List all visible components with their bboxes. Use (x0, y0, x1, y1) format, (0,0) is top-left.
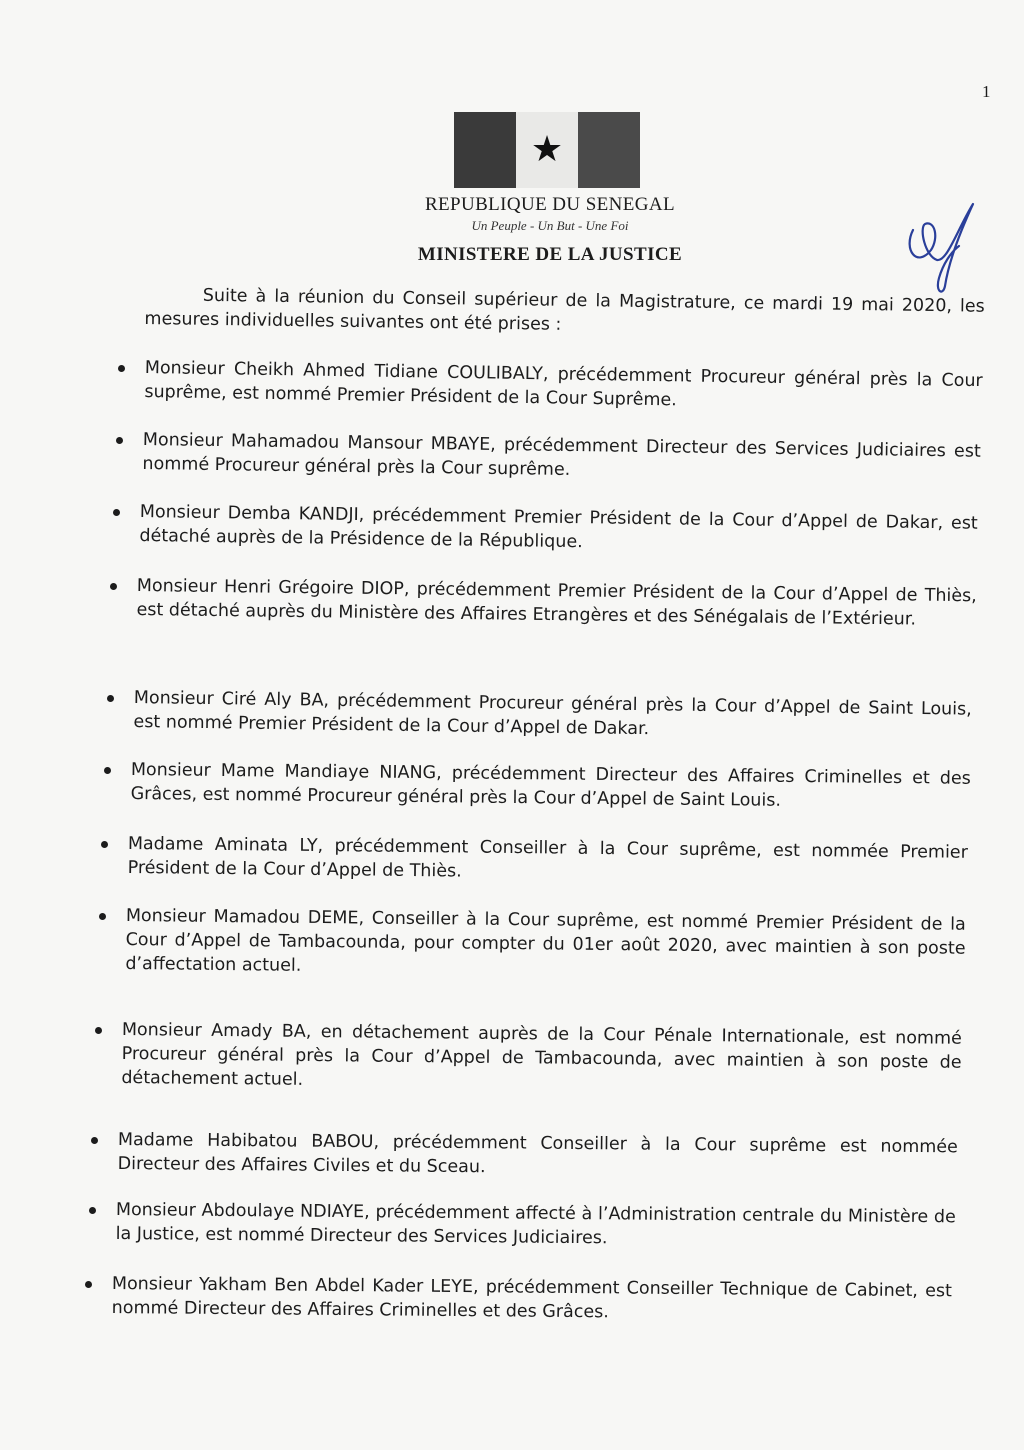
measure-item: Madame Aminata LY, précédemment Conseiller à la Cour suprême, est nommée Premier Président de la Cour d’Appel de Thiès. (127, 833, 968, 882)
bullet-icon (85, 1281, 92, 1288)
bullet-icon (101, 841, 108, 848)
flag-band-middle (516, 112, 578, 188)
measure-item: Monsieur Mamadou DEME, Conseiller à la Cour suprême, est nommé Premier Président de la Cour d’Appel de Tambacounda, pour compter du 01er août 2020, avec maintien à son poste d’affectation actuel. (125, 905, 966, 976)
bullet-icon (99, 913, 106, 920)
bullet-icon (118, 365, 125, 372)
measure-item: Monsieur Mame Mandiaye NIANG, précédemment Directeur des Affaires Criminelles et des Grâces, est nommé Procureur général près la Cour d’Appel de Saint Louis. (130, 759, 971, 811)
bullet-icon (89, 1207, 96, 1214)
measure-item: Monsieur Ciré Aly BA, précédemment Procureur général près la Cour d’Appel de Saint Louis, est nommé Premier Président de la Cour d’Appel de Dakar. (133, 687, 972, 740)
bullet-icon (104, 767, 111, 774)
measure-item: Monsieur Demba KANDJI, précédemment Premier Président de la Cour d’Appel de Dakar, est détaché auprès de la Présidence de la République. (139, 501, 978, 553)
measure-item: Monsieur Mahamadou Mansour MBAYE, précédemment Directeur des Services Judiciaires est nommé Procureur général près la Cour suprême. (142, 429, 981, 480)
bullet-icon (110, 583, 117, 590)
measure-item: Monsieur Henri Grégoire DIOP, précédemment Premier Président de la Cour d’Appel de Thiès, est détaché auprès du Ministère des Affaires Etrangères et des Sénégalais de l’Extérieur. (136, 575, 977, 630)
senegal-flag-icon (454, 112, 640, 188)
ministry-name: MINISTERE DE LA JUSTICE (417, 244, 683, 265)
flag-band-left (454, 112, 516, 188)
measure-item: Monsieur Yakham Ben Abdel Kader LEYE, précédemment Conseiller Technique de Cabinet, est nommé Directeur des Affaires Criminelles et des Grâces. (111, 1273, 952, 1323)
national-motto: Un Peuple - Un But - Une Foi (471, 218, 629, 233)
page-number: 1 (982, 82, 991, 101)
bullet-icon (95, 1027, 102, 1034)
intro-paragraph: Suite à la réunion du Conseil supérieur de la Magistrature, ce mardi 19 mai 2020, les mesures individuelles suivantes ont été prises : (144, 285, 985, 335)
bullet-icon (116, 437, 123, 444)
measure-item: Monsieur Abdoulaye NDIAYE, précédemment affecté à l’Administration centrale du Ministère de la Justice, est nommé Directeur des Services Judiciaires. (115, 1199, 956, 1249)
measure-item: Monsieur Amady BA, en détachement auprès de la Cour Pénale Internationale, est nommé Procureur général près la Cour d’Appel de Tambacounda, avec maintien à son poste de détachement actuel. (121, 1019, 962, 1090)
bullet-icon (91, 1137, 98, 1144)
bullet-icon (113, 509, 120, 516)
bullet-icon (107, 695, 114, 702)
measure-item: Monsieur Cheikh Ahmed Tidiane COULIBALY, précédemment Procureur général près la Cour suprême, est nommé Premier Président de la Cour Suprême. (144, 357, 983, 411)
star-icon: ★ (530, 129, 564, 170)
signature-icon (895, 190, 985, 300)
measure-item: Madame Habibatou BABOU, précédemment Conseiller à la Cour suprême est nommée Directeur des Affaires Civiles et du Sceau. (117, 1129, 958, 1178)
country-name: REPUBLIQUE DU SENEGAL (424, 194, 676, 215)
flag-band-right (578, 112, 640, 188)
